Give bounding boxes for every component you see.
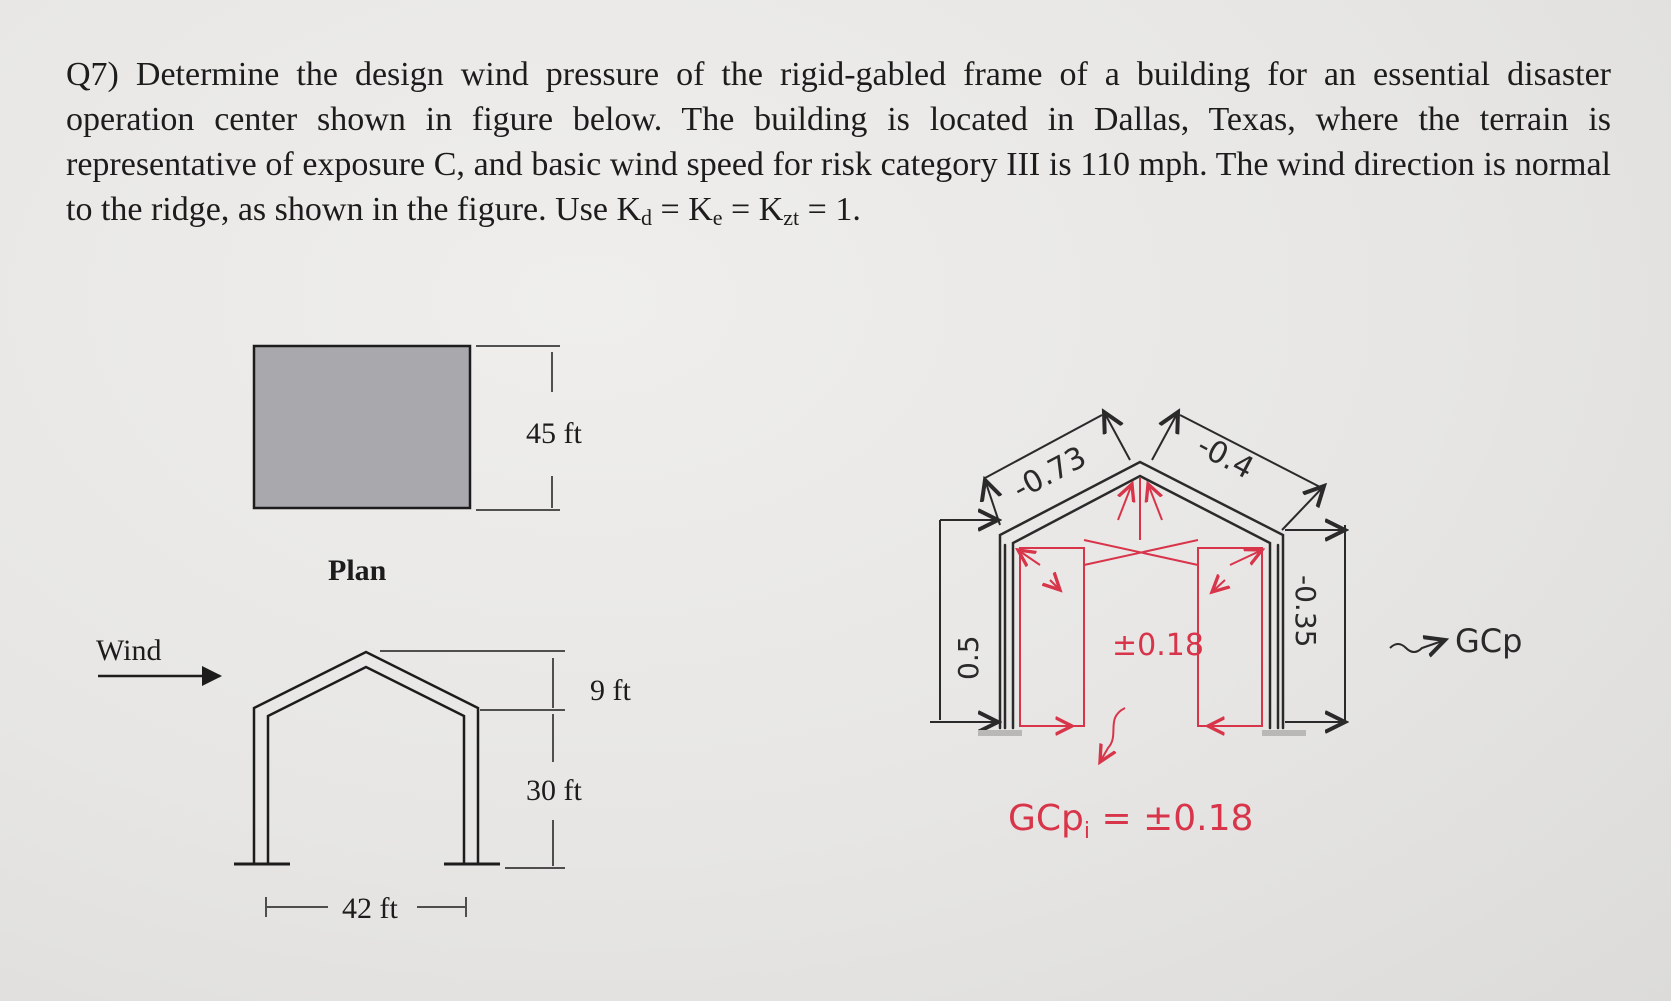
subscript-e: e [712, 205, 723, 230]
leeward-roof-arrow-2 [1282, 486, 1324, 530]
gcp-squiggle-arrow-icon [1390, 640, 1445, 652]
wind-label: Wind [96, 634, 162, 667]
equals-one: = 1. [799, 191, 861, 228]
left-support [978, 730, 1022, 736]
leeward-roof-arrow-1 [1152, 412, 1178, 460]
plan-rectangle [254, 346, 470, 508]
leeward-roof-coefficient: -0.4 [1191, 428, 1260, 487]
wall-height-dimension: 30 ft [526, 774, 582, 807]
plan-label: Plan [328, 554, 387, 587]
question-body: Q7) Determine the design wind pressure of the rigid-gabled frame of a building for an essential disaster operation center shown in figure below. The building is located in Dallas, Texas, where the terrain is representative of exposure C, and basic wind speed for risk category III is 110 mph. The wind direction is normal to the ridge, as shown in the figure. Use K [66, 56, 1611, 228]
windward-wall-coefficient: 0.5 [952, 635, 985, 680]
windward-roof-coefficient: -0.73 [1007, 439, 1093, 508]
plan-dimension-45ft: 45 ft [526, 417, 582, 450]
sketch-frame [1000, 462, 1283, 728]
right-support [1262, 730, 1306, 736]
gcpi-label: GCp$_i$ = ±0.18 [1008, 798, 1254, 844]
span-dimension-42ft: 42 ft [342, 892, 398, 925]
leeward-wall-coefficient: -0.35 [1289, 575, 1322, 648]
subscript-zt: zt [783, 205, 800, 230]
equals-ke: = K [652, 191, 713, 228]
roof-rise-dimension: 9 ft [590, 674, 631, 707]
subscript-d: d [641, 205, 653, 230]
windward-roof-arrow-1 [985, 480, 1000, 525]
gabled-frame [254, 652, 478, 864]
windward-roof-arrow-2 [1104, 412, 1130, 460]
internal-pressure-coefficient: ±0.18 [1112, 628, 1204, 663]
equals-kzt: = K [722, 191, 784, 228]
gcp-label: GCp [1455, 622, 1523, 660]
